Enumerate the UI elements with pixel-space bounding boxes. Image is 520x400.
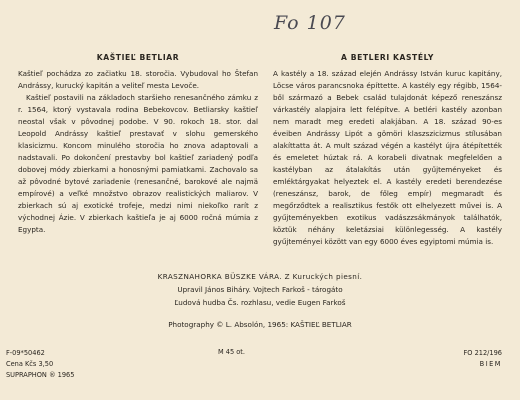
slovak-paragraph-2: Kaštieľ postavili na základoch staršieho renesančného zámku z r. 1564, ktorý vystavala rodina Bebekovcov. Betliarsky kaštieľ neostal však v pôvodnej podobe. V 90. rokoch 18. stor. dal Leopold Andrássy kaštieľ prestavať v slohu gemerského klasicizmu. Koncom minulého storočia ho znova adaptovali a nadstavali. Po dokončení prestavby bol kaštieľ zariadený podľa dobovej módy zbierkami a honosnými pamiatkami. Zachovalo sa až pôvodné bytové zariadenie (renesančné, barokové ale najmä empírové) a veľké množstvo obrazov realistických maliarov. V zbierkach sú aj exotické trofeje, medzi nimi niekoľko rarít z východnej Ázie. V zbierkach kaštieľa je aj 6000 ročná múmia z Egypta.	[18, 93, 258, 234]
hungarian-paragraph: A kastély a 18. század elején Andrássy István kuruc kapitány, Löcse város parancsnoka építtette. A kastély egy régibb, 1564-ből származó a Bebek család tulajdonát képező reneszánsz várkastély alapjaira lett felépítve. A betléri kastély azonban nem maradt meg eredeti alakjában. A 18. század 90-es éveiben Andrássy Lipót a gömöri klaszszicizmus stílusában alakíttatta át. A mult század végén a kastélyt újra átépítették és emeletet húztak rá. A korabeli divatnak megfelelően a kastélyban az átalakítás után gyűjteményeket és emléktárgyakat helyeztek el. A kastély eredeti berendezése (reneszánsz, barok, de főleg empír) megmaradt és megőrződtek a realisztikus festők ott elhelyezett művei is. A gyűjteményekben exotikus vadászzsákmányok találhatók, köztük néhány keletázsiai különlegesség. A kastély gyűjteményei között van egy 6000 éves egyiptomi múmia is.	[273, 69, 502, 246]
record-speed: M 45 ot.	[218, 348, 245, 356]
music-credits	[0, 270, 520, 309]
credits-arranger: Upravil János Biháry. Vojtech Farkoš - tárogáto	[177, 285, 343, 294]
price: Cena Kčs 3,50	[6, 360, 54, 368]
credits-ensemble: Ľudová hudba Čs. rozhlasu, vedie Eugen Farkoš	[174, 298, 346, 307]
slovak-text-column	[18, 52, 258, 236]
handwritten-catalog-note: Fo 107	[274, 12, 346, 34]
credits-song-title: KRASZNAHORKA BÜSZKE VÁRA. Z Kuruckých piesní.	[157, 272, 363, 281]
hungarian-text-column	[273, 52, 502, 248]
footer-right	[464, 348, 502, 370]
footer-left	[6, 348, 74, 381]
biem-mark: BIEM	[479, 360, 502, 368]
label-name: SUPRAPHON ® 1965	[6, 371, 75, 379]
hungarian-title: A BETLERI KASTÉLY	[341, 53, 434, 62]
slovak-title: KAŠTIEĽ BETLIAR	[96, 53, 180, 62]
photo-credit: Photography © L. Absolón, 1965: KAŠTIEĽ BETLIAR	[168, 320, 352, 329]
slovak-paragraph-1: Kaštieľ pochádza zo začiatku 18. storočia. Vybudoval ho Štefan Andrássy, kurucký kapitán a veliteľ mesta Levoče.	[18, 69, 258, 90]
catalog-number: F-09*50462	[6, 349, 45, 357]
record-code: FO 212/196	[463, 349, 502, 357]
